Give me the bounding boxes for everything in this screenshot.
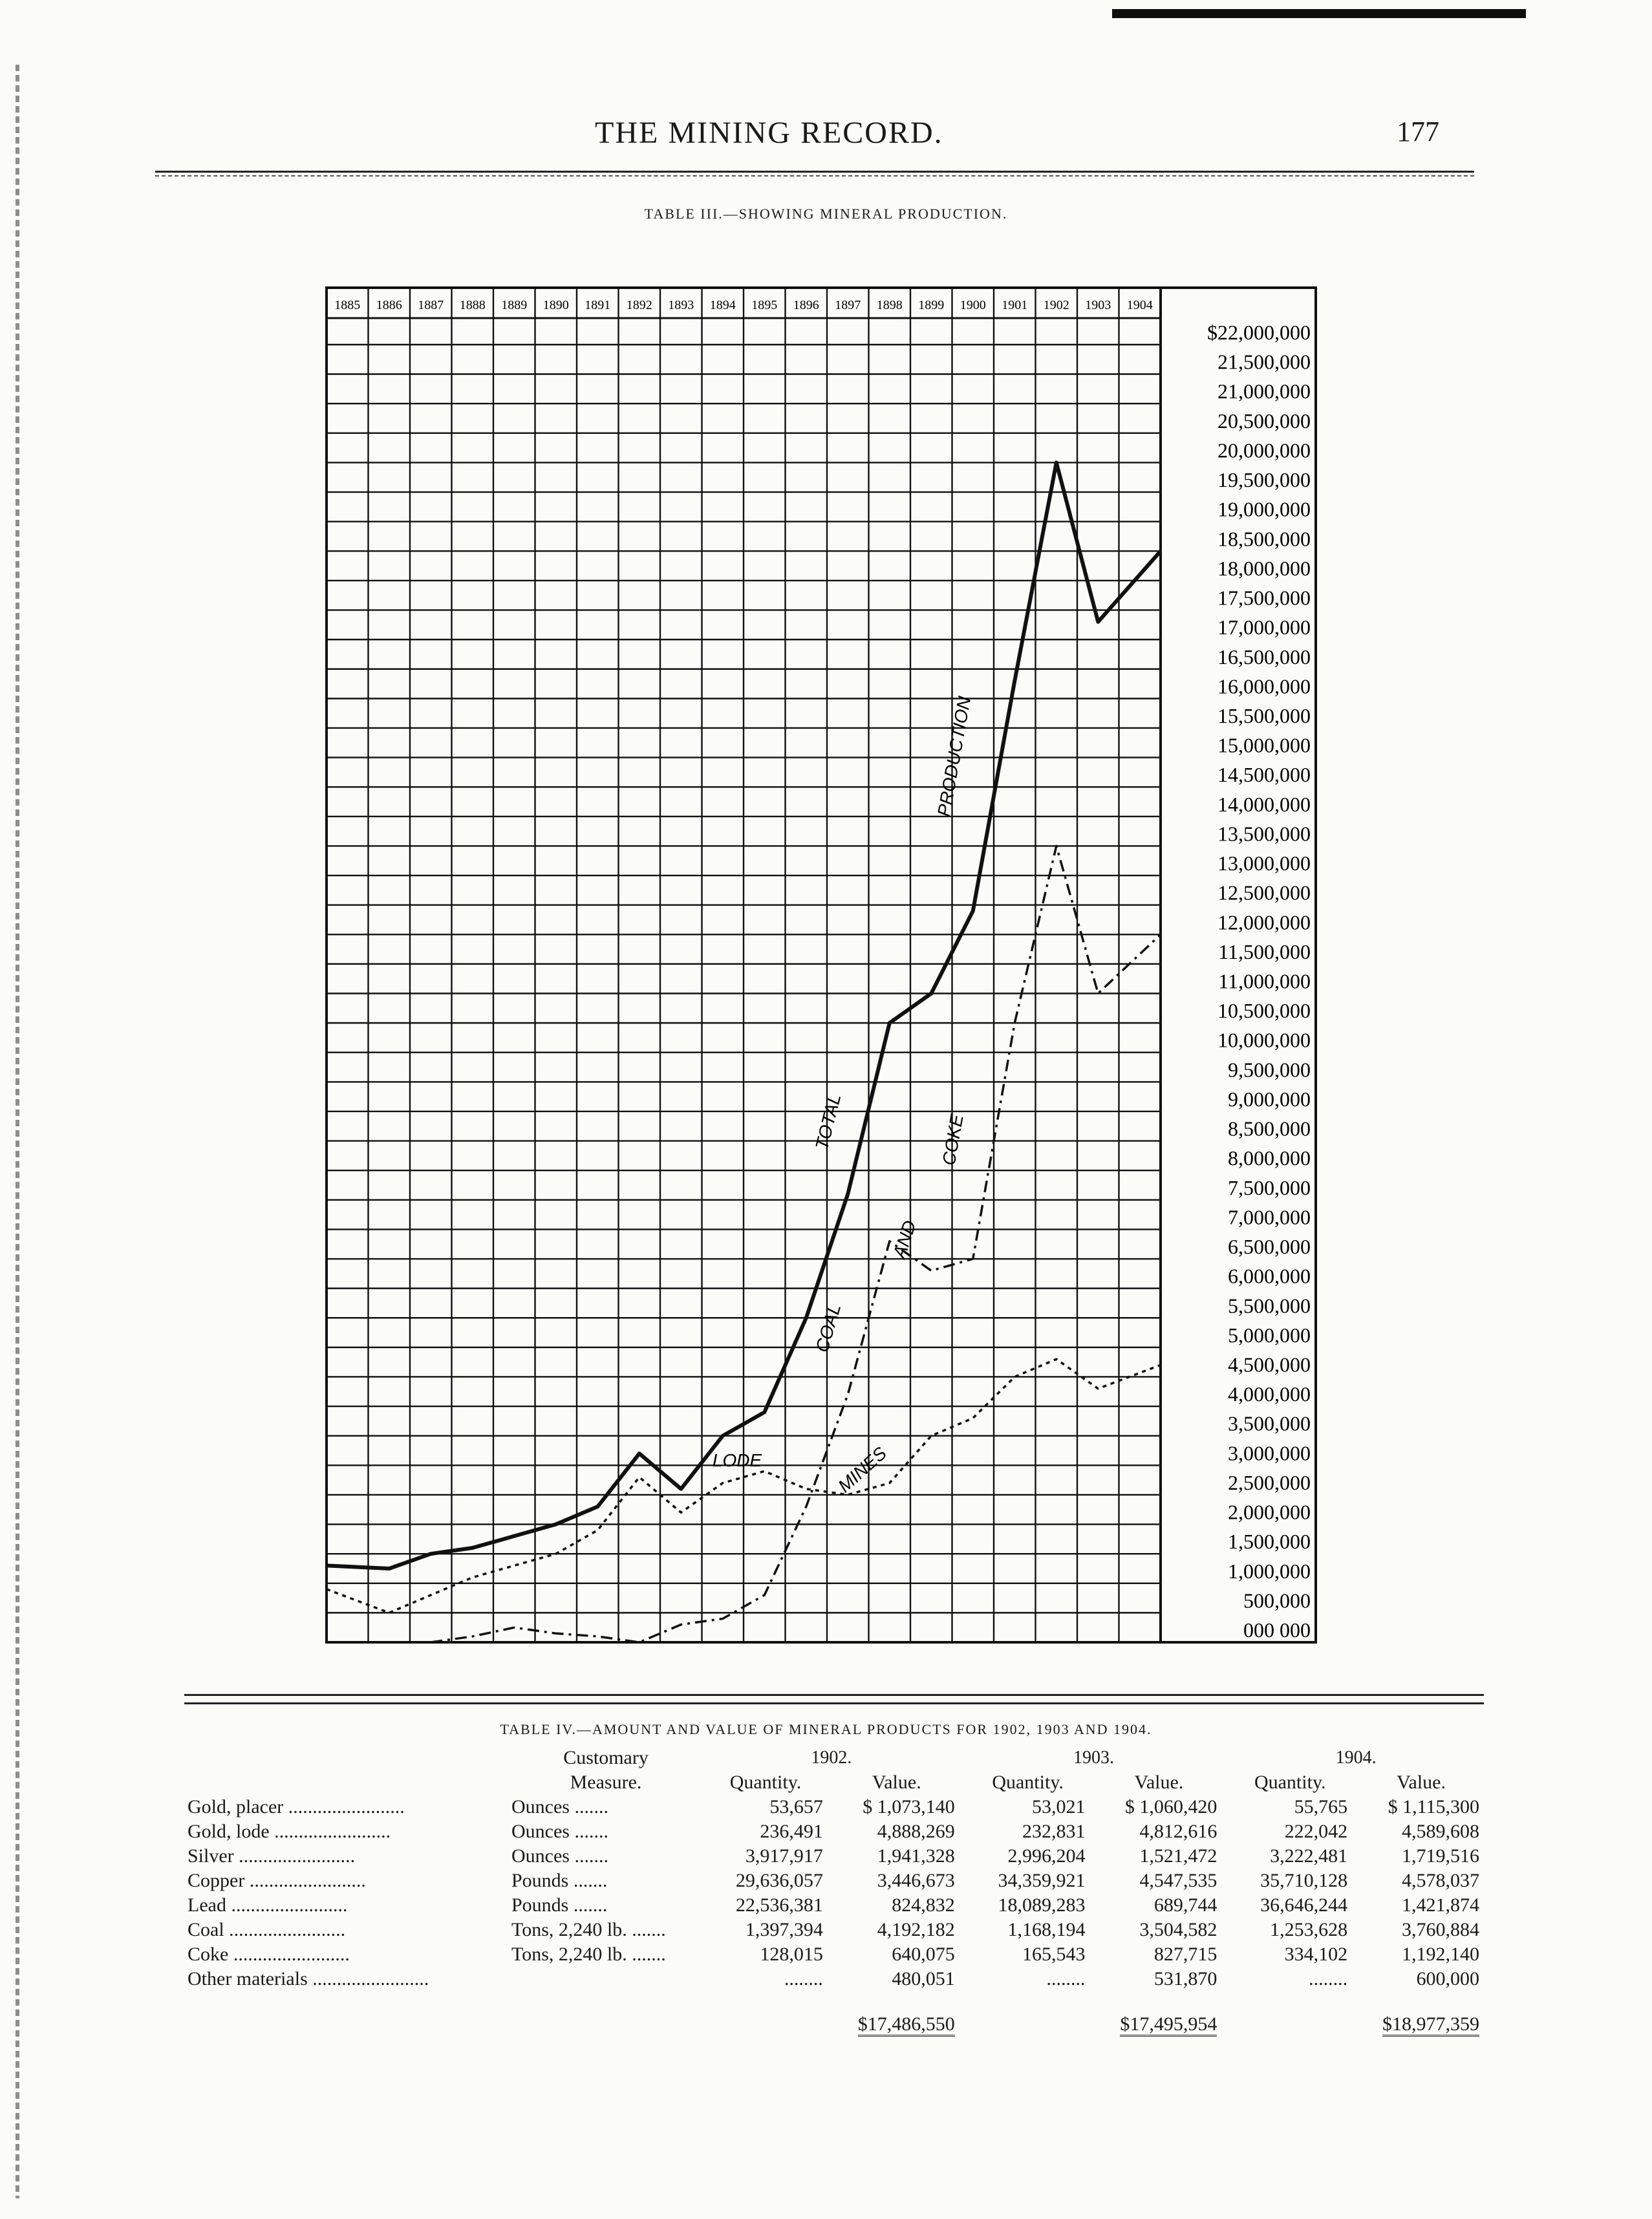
year-header-1903: 1903. <box>1073 1748 1114 1768</box>
value-1902: $ 1,073,140 <box>863 1796 955 1817</box>
table-row <box>188 1942 1487 1967</box>
quantity-1903: 34,359,921 <box>998 1870 1086 1891</box>
y-tick-label: 2,500,000 <box>1228 1470 1311 1494</box>
quantity-1903: 232,831 <box>1022 1821 1086 1842</box>
row-measure: Tons, 2,240 lb. ....... <box>511 1919 666 1940</box>
table-row <box>188 1893 1487 1918</box>
y-tick-label: 5,500,000 <box>1228 1294 1311 1318</box>
quantity-1902: 1,397,394 <box>745 1919 823 1940</box>
row-measure: Pounds ....... <box>511 1894 608 1916</box>
value-1903: 4,547,535 <box>1139 1870 1218 1891</box>
value-header: Value. <box>1397 1772 1446 1793</box>
value-1903: $ 1,060,420 <box>1124 1796 1218 1817</box>
x-tick-label: 1895 <box>751 298 778 312</box>
mineral-products-table <box>188 1746 1487 2037</box>
series-annotation-label: LODE <box>712 1450 762 1471</box>
y-tick-label: 5,000,000 <box>1228 1323 1311 1347</box>
y-tick-label: 15,500,000 <box>1218 703 1311 727</box>
row-name: Coke ........................ <box>188 1944 350 1965</box>
value-1904: 1,421,874 <box>1402 1894 1479 1916</box>
x-tick-label: 1904 <box>1126 298 1153 312</box>
series-annotation-label: PRODUCTION <box>934 694 975 819</box>
x-tick-label: 1896 <box>793 298 819 312</box>
quantity-1902: 3,917,917 <box>745 1845 823 1867</box>
y-tick-label: 8,500,000 <box>1228 1117 1311 1141</box>
y-axis-ticks <box>1207 321 1311 1642</box>
value-1903: 531,870 <box>1153 1968 1218 1989</box>
quantity-1904: 3,222,481 <box>1270 1845 1348 1867</box>
series-annotation-label: COAL <box>811 1301 845 1355</box>
series-line <box>431 846 1161 1642</box>
y-tick-label: 4,000,000 <box>1228 1382 1311 1406</box>
y-tick-label: 12,500,000 <box>1218 881 1311 905</box>
y-tick-label: 7,000,000 <box>1228 1205 1311 1229</box>
value-1904: 1,192,140 <box>1402 1944 1479 1965</box>
total-1904-text: $18,977,359 <box>1382 2013 1479 2037</box>
row-name: Copper ........................ <box>188 1870 366 1891</box>
value-1904: 4,578,037 <box>1402 1870 1479 1891</box>
x-tick-label: 1903 <box>1085 298 1111 312</box>
table-row <box>188 1819 1487 1844</box>
quantity-1904: ........ <box>1309 1968 1348 1989</box>
y-tick-label: 14,000,000 <box>1218 792 1311 816</box>
row-name: Lead ........................ <box>188 1894 348 1916</box>
quantity-1902: ........ <box>784 1968 823 1989</box>
y-tick-label: 3,000,000 <box>1228 1441 1311 1465</box>
y-tick-label: 8,000,000 <box>1228 1146 1311 1170</box>
x-tick-label: 1888 <box>459 298 486 312</box>
x-tick-label: 1897 <box>835 298 861 312</box>
y-tick-label: 7,500,000 <box>1228 1175 1311 1199</box>
row-name: Silver ........................ <box>188 1845 356 1867</box>
quantity-1904: 222,042 <box>1284 1821 1348 1842</box>
series-annotation-label: COKE <box>938 1113 967 1167</box>
y-tick-label: 4,500,000 <box>1228 1353 1311 1377</box>
quantity-header: Quantity. <box>1254 1772 1326 1793</box>
y-tick-label: 18,000,000 <box>1218 556 1311 580</box>
x-tick-label: 1891 <box>585 298 611 312</box>
y-tick-label: 11,000,000 <box>1218 969 1311 993</box>
table3-title: TABLE III.—SHOWING MINERAL PRODUCTION. <box>644 206 1008 222</box>
value-1904: 1,719,516 <box>1402 1845 1479 1867</box>
table4-title: TABLE IV.—AMOUNT AND VALUE OF MINERAL PRODUCTS FOR 1902, 1903 AND 1904. <box>500 1721 1152 1737</box>
year-header-1904: 1904. <box>1335 1748 1377 1768</box>
series-annotation-label: AND <box>889 1217 920 1261</box>
x-tick-label: 1887 <box>418 298 444 312</box>
x-tick-label: 1885 <box>334 298 361 312</box>
value-1902: 4,888,269 <box>877 1821 955 1842</box>
series-annotations <box>713 694 975 1496</box>
quantity-1904: 1,253,628 <box>1270 1919 1348 1940</box>
row-measure: Tons, 2,240 lb. ....... <box>511 1944 666 1965</box>
quantity-1904: 55,765 <box>1294 1796 1348 1817</box>
value-1904: $ 1,115,300 <box>1388 1796 1479 1817</box>
quantity-1903: 1,168,194 <box>1007 1919 1086 1940</box>
quantity-1902: 128,015 <box>760 1944 823 1965</box>
row-measure: Pounds ....... <box>511 1870 608 1891</box>
year-header-1902: 1902. <box>811 1748 852 1768</box>
series-annotation-label: MINES <box>834 1442 890 1497</box>
table-total-row <box>188 1991 1487 2037</box>
y-tick-label: 16,000,000 <box>1218 674 1311 698</box>
x-tick-label: 1901 <box>1002 298 1028 312</box>
value-1903: 3,504,582 <box>1139 1919 1218 1940</box>
y-tick-label: 17,000,000 <box>1218 616 1311 639</box>
y-tick-label: 19,000,000 <box>1218 497 1311 521</box>
x-tick-label: 1902 <box>1043 298 1069 312</box>
total-1903-text: $17,495,954 <box>1120 2013 1217 2037</box>
quantity-1903: 53,021 <box>1032 1796 1086 1817</box>
x-tick-label: 1899 <box>918 298 945 312</box>
table-year-header-row <box>188 1746 1487 1770</box>
table-row <box>188 1844 1487 1869</box>
value-1903: 4,812,616 <box>1139 1821 1218 1842</box>
row-measure: Ounces ....... <box>511 1845 608 1867</box>
y-tick-label: 9,500,000 <box>1228 1058 1311 1082</box>
value-1904: 3,760,884 <box>1402 1919 1479 1940</box>
y-tick-label: 2,000,000 <box>1228 1500 1311 1524</box>
quantity-1902: 22,536,381 <box>735 1894 823 1916</box>
page-title: THE MINING RECORD. <box>595 116 943 150</box>
y-tick-label: 000 000 <box>1243 1618 1311 1642</box>
y-tick-label: 6,500,000 <box>1228 1235 1311 1259</box>
table-row <box>188 1967 1487 1991</box>
y-tick-label: 6,000,000 <box>1228 1264 1311 1288</box>
row-measure <box>511 1967 700 1991</box>
x-tick-label: 1892 <box>626 298 652 312</box>
y-tick-label: 20,500,000 <box>1218 409 1311 433</box>
y-tick-label: $22,000,000 <box>1207 321 1311 344</box>
value-1903: 689,744 <box>1153 1894 1218 1916</box>
y-tick-label: 16,500,000 <box>1218 645 1311 669</box>
chart-grid <box>327 288 1316 1642</box>
page-number: 177 <box>1397 116 1439 147</box>
y-tick-label: 21,500,000 <box>1218 350 1311 374</box>
value-1904: 4,589,608 <box>1402 1821 1479 1842</box>
y-tick-label: 21,000,000 <box>1218 380 1311 403</box>
total-1904 <box>1355 1991 1487 2037</box>
y-tick-label: 1,000,000 <box>1228 1559 1311 1583</box>
y-tick-label: 18,500,000 <box>1218 527 1311 551</box>
table-row <box>188 1869 1487 1893</box>
y-tick-label: 19,500,000 <box>1218 468 1311 492</box>
y-tick-label: 10,000,000 <box>1218 1028 1311 1052</box>
row-name: Other materials ........................ <box>188 1968 429 1989</box>
row-measure: Ounces ....... <box>511 1821 608 1842</box>
quantity-1904: 35,710,128 <box>1260 1870 1348 1891</box>
x-tick-label: 1889 <box>501 298 528 312</box>
row-name: Coal ........................ <box>188 1919 346 1940</box>
y-tick-label: 12,000,000 <box>1218 910 1311 934</box>
y-tick-label: 3,500,000 <box>1228 1411 1311 1435</box>
value-1904: 600,000 <box>1416 1968 1479 1989</box>
y-tick-label: 500,000 <box>1243 1589 1311 1613</box>
quantity-1902: 29,636,057 <box>735 1870 823 1891</box>
y-tick-label: 17,500,000 <box>1218 586 1311 610</box>
table-row <box>188 1918 1487 1942</box>
value-header: Value. <box>872 1772 921 1793</box>
table-column-header-row <box>188 1770 1487 1795</box>
quantity-1903: 2,996,204 <box>1007 1845 1086 1867</box>
y-tick-label: 9,000,000 <box>1228 1087 1311 1111</box>
table-divider-rule <box>184 1694 1484 1704</box>
x-tick-label: 1886 <box>376 298 402 312</box>
chart-frame <box>327 288 1316 1642</box>
y-tick-label: 14,500,000 <box>1218 763 1311 787</box>
quantity-1903: 18,089,283 <box>998 1894 1086 1916</box>
x-tick-label: 1894 <box>709 298 736 312</box>
quantity-1904: 36,646,244 <box>1260 1894 1348 1916</box>
row-name: Gold, lode ........................ <box>188 1821 391 1842</box>
total-1902-text: $17,486,550 <box>858 2013 955 2037</box>
value-1902: 824,832 <box>892 1894 955 1916</box>
quantity-1903: 165,543 <box>1022 1944 1086 1965</box>
row-name: Gold, placer ........................ <box>188 1796 405 1817</box>
table-row <box>188 1795 1487 1819</box>
value-1902: 1,941,328 <box>877 1845 955 1867</box>
table-body <box>188 1795 1487 2037</box>
quantity-1904: 334,102 <box>1284 1944 1348 1965</box>
measure-header: Customary <box>563 1747 649 1768</box>
row-measure: Ounces ....... <box>511 1796 608 1817</box>
x-tick-label: 1898 <box>876 298 903 312</box>
y-tick-label: 13,000,000 <box>1218 852 1311 875</box>
quantity-header: Quantity. <box>992 1772 1064 1793</box>
measure-header-2: Measure. <box>570 1772 642 1793</box>
x-tick-label: 1893 <box>668 298 694 312</box>
y-tick-label: 15,000,000 <box>1218 733 1311 757</box>
y-tick-label: 13,500,000 <box>1218 822 1311 846</box>
value-header: Value. <box>1134 1772 1184 1793</box>
value-1903: 1,521,472 <box>1139 1845 1218 1867</box>
quantity-1903: ........ <box>1046 1968 1086 1989</box>
quantity-1902: 53,657 <box>769 1796 823 1817</box>
y-tick-label: 20,000,000 <box>1218 438 1311 462</box>
value-1902: 640,075 <box>892 1944 955 1965</box>
y-tick-label: 1,500,000 <box>1228 1530 1311 1554</box>
quantity-1902: 236,491 <box>760 1821 823 1842</box>
y-tick-label: 11,500,000 <box>1218 939 1311 963</box>
y-tick-label: 10,500,000 <box>1218 999 1311 1023</box>
x-tick-label: 1900 <box>960 298 986 312</box>
value-1902: 3,446,673 <box>877 1870 955 1891</box>
total-1903 <box>1093 1991 1225 2037</box>
value-1902: 4,192,182 <box>877 1919 955 1940</box>
value-1903: 827,715 <box>1153 1944 1218 1965</box>
x-tick-label: 1890 <box>542 298 569 312</box>
series-annotation-label: TOTAL <box>811 1091 845 1152</box>
quantity-header: Quantity. <box>729 1772 802 1793</box>
total-1902 <box>831 1991 963 2037</box>
value-1902: 480,051 <box>892 1968 955 1989</box>
